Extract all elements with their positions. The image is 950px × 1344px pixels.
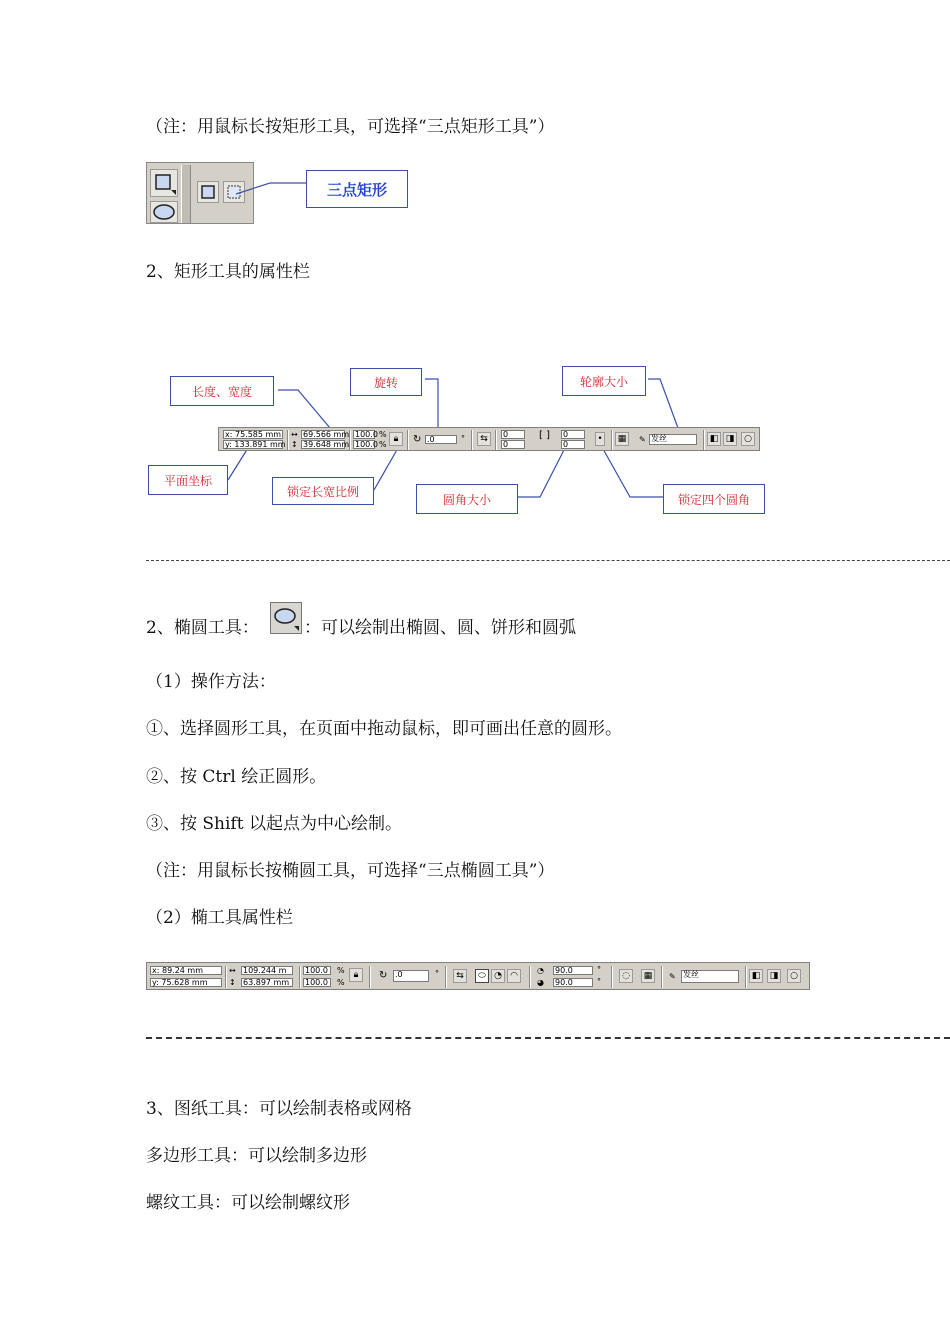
spiral-tool: 螺纹工具：可以绘制螺纹形 bbox=[146, 1193, 350, 1213]
to-back-button[interactable] bbox=[723, 432, 737, 446]
lock-ratio-button[interactable] bbox=[349, 968, 363, 982]
height-field[interactable]: 63.897 mm bbox=[241, 978, 293, 987]
end-angle-degree: ° bbox=[597, 977, 601, 986]
step-1: ①、选择圆形工具，在页面中拖动鼠标，即可画出任意的圆形。 bbox=[146, 719, 622, 739]
to-front-icon: ◧ bbox=[709, 434, 719, 444]
to-back-button[interactable] bbox=[767, 969, 781, 983]
operation-method: （1）操作方法： bbox=[146, 672, 276, 692]
end-angle-icon: ◕ bbox=[537, 978, 544, 987]
separator bbox=[703, 430, 705, 450]
separator bbox=[471, 430, 473, 450]
rotation-field[interactable]: .0 bbox=[425, 435, 457, 444]
separator bbox=[445, 966, 447, 988]
x-position-field[interactable]: x: 75.585 mm bbox=[225, 430, 282, 439]
note-three-point-ellipse: （注：用鼠标长按椭圆工具，可选择“三点椭圆工具”） bbox=[146, 861, 555, 881]
scale-y-percent: % bbox=[337, 978, 345, 987]
to-back-icon: ◨ bbox=[769, 971, 779, 981]
scale-x-field[interactable]: 100.0 bbox=[355, 430, 378, 439]
separator bbox=[529, 966, 531, 988]
convert-to-curves-button[interactable] bbox=[741, 432, 755, 446]
mirror-icon: ⇆ bbox=[480, 434, 488, 444]
corner-bracket-icon: [ ] bbox=[539, 430, 550, 441]
callout-lock-aspect-ratio: 锁定长宽比例 bbox=[272, 477, 374, 505]
degree-symbol: ° bbox=[435, 969, 439, 978]
mirror-button[interactable] bbox=[477, 432, 491, 446]
separator bbox=[225, 966, 227, 988]
direction-icon: ◌ bbox=[622, 971, 630, 981]
degree-symbol: ° bbox=[461, 434, 465, 443]
width-icon: ↔ bbox=[291, 430, 298, 439]
callout-corner-size: 圆角大小 bbox=[416, 484, 518, 514]
rotate-icon: ↻ bbox=[413, 434, 422, 445]
separator bbox=[369, 966, 371, 988]
to-back-icon: ◨ bbox=[725, 434, 735, 444]
separator bbox=[407, 430, 409, 450]
lock-icon: • bbox=[597, 434, 603, 444]
lock-icon: 🔒︎ bbox=[353, 970, 359, 980]
end-angle-field[interactable]: 90.0 bbox=[553, 978, 593, 987]
scale-y-field[interactable]: 100.0 bbox=[355, 440, 378, 449]
arc-icon: ◠ bbox=[510, 971, 518, 981]
scale-x-field[interactable]: 100.0 bbox=[303, 966, 331, 975]
callout-rotate: 旋转 bbox=[350, 368, 422, 396]
corner-bottom-right-field[interactable]: 0 bbox=[561, 440, 585, 449]
callout-plane-coordinates: 平面坐标 bbox=[148, 465, 228, 495]
pen-icon: ✎ bbox=[639, 435, 646, 444]
height-field[interactable]: 39.648 mm bbox=[303, 440, 350, 449]
height-icon: ↕ bbox=[229, 978, 236, 987]
callout-outline-size: 轮廓大小 bbox=[562, 366, 646, 396]
wrap-text-button[interactable] bbox=[615, 432, 629, 446]
y-position-field[interactable]: y: 75.628 mm bbox=[150, 978, 222, 987]
separator bbox=[611, 966, 613, 988]
height-icon: ↕ bbox=[291, 440, 298, 449]
section-ellipse-tool-a: 2、椭圆工具： bbox=[146, 618, 259, 638]
callout-three-point-rectangle: 三点矩形 bbox=[306, 170, 408, 208]
separator bbox=[349, 430, 351, 450]
mirror-button[interactable] bbox=[453, 969, 467, 983]
start-angle-icon: ◔ bbox=[537, 966, 544, 975]
ellipse-icon: ⬭ bbox=[478, 971, 486, 981]
to-front-button[interactable] bbox=[707, 432, 721, 446]
start-angle-field[interactable]: 90.0 bbox=[553, 966, 593, 975]
wrap-text-icon: ▦ bbox=[617, 434, 627, 444]
corner-top-left-field[interactable]: 0 bbox=[501, 430, 525, 439]
start-angle-degree: ° bbox=[597, 965, 601, 974]
section-rectangle-property-bar: 2、矩形工具的属性栏 bbox=[146, 262, 310, 282]
wrap-text-button[interactable] bbox=[641, 969, 655, 983]
ellipse-tool-icon bbox=[270, 602, 302, 634]
direction-button[interactable] bbox=[619, 969, 633, 983]
corner-bottom-left-field[interactable]: 0 bbox=[501, 440, 525, 449]
lock-icon: 🔒︎ bbox=[393, 434, 399, 444]
ellipse-property-bar bbox=[146, 962, 810, 990]
divider bbox=[146, 560, 950, 561]
width-field[interactable]: 109.244 m bbox=[241, 966, 293, 975]
separator bbox=[299, 966, 301, 988]
scale-y-field[interactable]: 100.0 bbox=[303, 978, 331, 987]
separator bbox=[495, 430, 497, 450]
graph-paper-tool: 3、图纸工具：可以绘制表格或网格 bbox=[146, 1099, 412, 1119]
rectangle-property-bar bbox=[218, 427, 760, 451]
scale-x-percent: % bbox=[379, 430, 387, 439]
rotate-icon: ↻ bbox=[379, 970, 388, 981]
corner-top-right-field[interactable]: 0 bbox=[561, 430, 585, 439]
wrap-text-icon: ▦ bbox=[643, 971, 653, 981]
x-position-field[interactable]: x: 89.24 mm bbox=[150, 966, 222, 975]
mirror-icon: ⇆ bbox=[456, 971, 464, 981]
pie-mode-button[interactable] bbox=[491, 969, 505, 983]
polygon-tool: 多边形工具：可以绘制多边形 bbox=[146, 1146, 367, 1166]
pie-icon: ◔ bbox=[494, 971, 502, 981]
y-position-field[interactable]: y: 133.891 mm bbox=[225, 440, 286, 449]
section-ellipse-tool-b: ：可以绘制出椭圆、圆、饼形和圆弧 bbox=[304, 618, 576, 638]
separator bbox=[611, 430, 613, 450]
ellipse-mode-button[interactable] bbox=[475, 969, 489, 983]
lock-ratio-button[interactable] bbox=[389, 432, 403, 446]
step-3: ③、按 Shift 以起点为中心绘制。 bbox=[146, 814, 402, 834]
pen-icon: ✎ bbox=[669, 972, 676, 981]
rotation-field[interactable]: .0 bbox=[393, 970, 429, 982]
outline-width-select[interactable]: 发丝 bbox=[649, 434, 697, 445]
to-front-icon: ◧ bbox=[751, 971, 761, 981]
note-three-point-rectangle: （注：用鼠标长按矩形工具，可选择“三点矩形工具”） bbox=[146, 117, 555, 137]
separator bbox=[745, 966, 747, 988]
outline-width-select[interactable]: 发丝 bbox=[681, 970, 739, 983]
callout-length-width: 长度、宽度 bbox=[170, 376, 274, 406]
callout-lock-four-corners: 锁定四个圆角 bbox=[663, 484, 765, 514]
width-field[interactable]: 69.566 mm bbox=[303, 430, 350, 439]
scale-y-percent: % bbox=[379, 440, 387, 449]
convert-curves-icon: ○ bbox=[790, 971, 798, 981]
convert-curves-icon: ○ bbox=[744, 434, 752, 444]
separator bbox=[661, 966, 663, 988]
arc-mode-button[interactable] bbox=[507, 969, 521, 983]
section-ellipse-property-bar: （2）椭工具属性栏 bbox=[146, 908, 293, 928]
separator bbox=[287, 430, 289, 450]
to-front-button[interactable] bbox=[749, 969, 763, 983]
step-2: ②、按 Ctrl 绘正圆形。 bbox=[146, 767, 327, 787]
lock-corners-button[interactable] bbox=[595, 432, 605, 446]
scale-x-percent: % bbox=[337, 966, 345, 975]
width-icon: ↔ bbox=[229, 966, 236, 975]
convert-to-curves-button[interactable] bbox=[787, 969, 801, 983]
divider bbox=[146, 1037, 950, 1039]
